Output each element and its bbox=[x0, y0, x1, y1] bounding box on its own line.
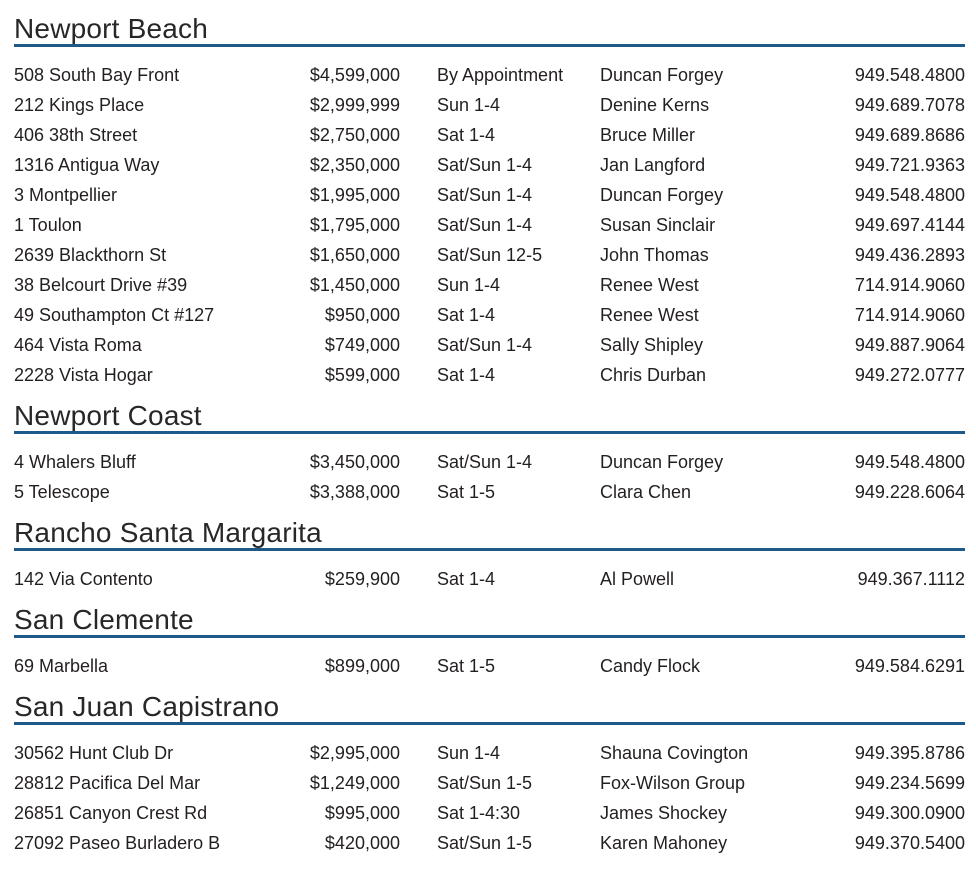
listing-open-time: Sat/Sun 1-5 bbox=[437, 773, 533, 793]
listing-agent: Chris Durban bbox=[600, 365, 707, 385]
listing-open-time: Sun 1-4 bbox=[437, 95, 501, 115]
listing-open-time: Sat 1-5 bbox=[437, 482, 496, 502]
listing-row bbox=[14, 180, 965, 210]
listing-open-time: By Appointment bbox=[437, 65, 564, 85]
listing-agent: Shauna Covington bbox=[600, 743, 749, 763]
listing-price: $2,350,000 bbox=[309, 155, 400, 175]
listing-agent: Jan Langford bbox=[600, 155, 706, 175]
listing-row bbox=[14, 798, 965, 828]
listing-row bbox=[14, 828, 965, 858]
listing-address: 464 Vista Roma bbox=[14, 335, 142, 355]
listing-address: 5 Telescope bbox=[14, 482, 110, 502]
city-section bbox=[14, 14, 965, 390]
listing-rows bbox=[14, 564, 965, 594]
listing-phone: 949.395.8786 bbox=[854, 743, 965, 763]
listing-price: $259,900 bbox=[324, 569, 400, 589]
listing-price: $2,999,999 bbox=[309, 95, 400, 115]
listing-row bbox=[14, 90, 965, 120]
listing-agent: Clara Chen bbox=[600, 482, 692, 502]
listing-open-time: Sat 1-4 bbox=[437, 125, 496, 145]
listing-address: 4 Whalers Bluff bbox=[14, 452, 136, 472]
listing-price: $899,000 bbox=[324, 656, 400, 676]
listing-open-time: Sun 1-4 bbox=[437, 743, 501, 763]
city-heading: San Juan Capistrano bbox=[14, 692, 965, 725]
listing-row bbox=[14, 150, 965, 180]
listing-open-time: Sat/Sun 1-4 bbox=[437, 452, 533, 472]
listing-row bbox=[14, 270, 965, 300]
listing-address: 38 Belcourt Drive #39 bbox=[14, 275, 188, 295]
listing-phone: 949.300.0900 bbox=[854, 803, 965, 823]
listing-agent: Denine Kerns bbox=[600, 95, 710, 115]
city-heading: Newport Beach bbox=[14, 14, 965, 47]
listing-price: $1,249,000 bbox=[309, 773, 400, 793]
listing-open-time: Sat 1-4 bbox=[437, 305, 496, 325]
listing-open-time: Sat/Sun 1-5 bbox=[437, 833, 533, 853]
listing-address: 212 Kings Place bbox=[14, 95, 145, 115]
listing-phone: 949.228.6064 bbox=[854, 482, 965, 502]
listing-price: $1,450,000 bbox=[309, 275, 400, 295]
listing-open-time: Sat/Sun 1-4 bbox=[437, 215, 533, 235]
listing-phone: 949.584.6291 bbox=[854, 656, 965, 676]
listing-address: 28812 Pacifica Del Mar bbox=[14, 773, 201, 793]
city-section bbox=[14, 518, 965, 594]
listing-phone: 949.887.9064 bbox=[854, 335, 965, 355]
city-section bbox=[14, 401, 965, 507]
listing-address: 30562 Hunt Club Dr bbox=[14, 743, 174, 763]
city-section bbox=[14, 605, 965, 681]
listing-agent: Susan Sinclair bbox=[600, 215, 716, 235]
listing-open-time: Sat 1-4 bbox=[437, 569, 496, 589]
listing-rows bbox=[14, 447, 965, 507]
listing-agent: Candy Flock bbox=[600, 656, 701, 676]
listing-open-time: Sat/Sun 1-4 bbox=[437, 335, 533, 355]
listing-row bbox=[14, 210, 965, 240]
listing-row bbox=[14, 447, 965, 477]
listing-price: $1,795,000 bbox=[309, 215, 400, 235]
listing-phone: 949.548.4800 bbox=[854, 65, 965, 85]
listing-address: 508 South Bay Front bbox=[14, 65, 180, 85]
listing-price: $599,000 bbox=[324, 365, 400, 385]
listing-agent: Duncan Forgey bbox=[600, 65, 724, 85]
listing-agent: Bruce Miller bbox=[600, 125, 696, 145]
listing-row bbox=[14, 651, 965, 681]
city-section bbox=[14, 692, 965, 858]
listing-open-time: Sat/Sun 1-4 bbox=[437, 185, 533, 205]
listing-address: 1316 Antigua Way bbox=[14, 155, 160, 175]
city-heading: Rancho Santa Margarita bbox=[14, 518, 965, 551]
listing-address: 26851 Canyon Crest Rd bbox=[14, 803, 208, 823]
listing-row bbox=[14, 477, 965, 507]
listing-price: $995,000 bbox=[324, 803, 400, 823]
listing-address: 1 Toulon bbox=[14, 215, 82, 235]
listing-address: 142 Via Contento bbox=[14, 569, 153, 589]
listing-price: $1,650,000 bbox=[309, 245, 400, 265]
city-heading: Newport Coast bbox=[14, 401, 965, 434]
listing-row bbox=[14, 60, 965, 90]
listing-address: 3 Montpellier bbox=[14, 185, 118, 205]
listing-rows bbox=[14, 60, 965, 390]
listing-row bbox=[14, 330, 965, 360]
listing-agent: Duncan Forgey bbox=[600, 452, 724, 472]
listing-agent: James Shockey bbox=[600, 803, 728, 823]
listing-price: $4,599,000 bbox=[309, 65, 400, 85]
listing-row bbox=[14, 300, 965, 330]
listing-phone: 949.697.4144 bbox=[854, 215, 965, 235]
city-heading: San Clemente bbox=[14, 605, 965, 638]
listing-phone: 714.914.9060 bbox=[854, 305, 965, 325]
listing-open-time: Sat/Sun 1-4 bbox=[437, 155, 533, 175]
listing-price: $749,000 bbox=[324, 335, 400, 355]
listing-phone: 949.272.0777 bbox=[854, 365, 965, 385]
listing-agent: Sally Shipley bbox=[600, 335, 704, 355]
listing-phone: 949.548.4800 bbox=[854, 185, 965, 205]
listing-phone: 949.367.1112 bbox=[857, 569, 965, 589]
listing-open-time: Sat 1-4 bbox=[437, 365, 496, 385]
listing-agent: Duncan Forgey bbox=[600, 185, 724, 205]
listing-price: $3,450,000 bbox=[309, 452, 400, 472]
listing-agent: Renee West bbox=[600, 275, 699, 295]
listing-price: $950,000 bbox=[324, 305, 400, 325]
listing-rows bbox=[14, 651, 965, 681]
listing-open-time: Sun 1-4 bbox=[437, 275, 501, 295]
listing-address: 49 Southampton Ct #127 bbox=[14, 305, 215, 325]
listing-agent: Karen Mahoney bbox=[600, 833, 728, 853]
open-house-list bbox=[14, 14, 965, 858]
listing-price: $1,995,000 bbox=[309, 185, 400, 205]
listing-price: $3,388,000 bbox=[309, 482, 400, 502]
listing-phone: 949.721.9363 bbox=[854, 155, 965, 175]
listing-row bbox=[14, 738, 965, 768]
listing-price: $2,750,000 bbox=[309, 125, 400, 145]
listing-agent: Al Powell bbox=[600, 569, 675, 589]
listing-phone: 714.914.9060 bbox=[854, 275, 965, 295]
listing-open-time: Sat 1-4:30 bbox=[437, 803, 521, 823]
listing-address: 2639 Blackthorn St bbox=[14, 245, 167, 265]
listing-row bbox=[14, 564, 965, 594]
listing-agent: Fox-Wilson Group bbox=[600, 773, 746, 793]
listing-row bbox=[14, 240, 965, 270]
listing-address: 69 Marbella bbox=[14, 656, 109, 676]
listing-phone: 949.548.4800 bbox=[854, 452, 965, 472]
listing-agent: John Thomas bbox=[600, 245, 709, 265]
listing-rows bbox=[14, 738, 965, 858]
listing-agent: Renee West bbox=[600, 305, 699, 325]
listing-phone: 949.436.2893 bbox=[854, 245, 965, 265]
listing-price: $420,000 bbox=[324, 833, 400, 853]
listing-address: 2228 Vista Hogar bbox=[14, 365, 153, 385]
listing-address: 406 38th Street bbox=[14, 125, 138, 145]
listing-phone: 949.689.8686 bbox=[854, 125, 965, 145]
listing-row bbox=[14, 768, 965, 798]
listing-price: $2,995,000 bbox=[309, 743, 400, 763]
listing-phone: 949.370.5400 bbox=[854, 833, 965, 853]
listing-phone: 949.234.5699 bbox=[854, 773, 965, 793]
listing-row bbox=[14, 360, 965, 390]
listing-row bbox=[14, 120, 965, 150]
listing-address: 27092 Paseo Burladero B bbox=[14, 833, 221, 853]
listing-open-time: Sat 1-5 bbox=[437, 656, 496, 676]
listing-phone: 949.689.7078 bbox=[854, 95, 965, 115]
listing-open-time: Sat/Sun 12-5 bbox=[437, 245, 543, 265]
